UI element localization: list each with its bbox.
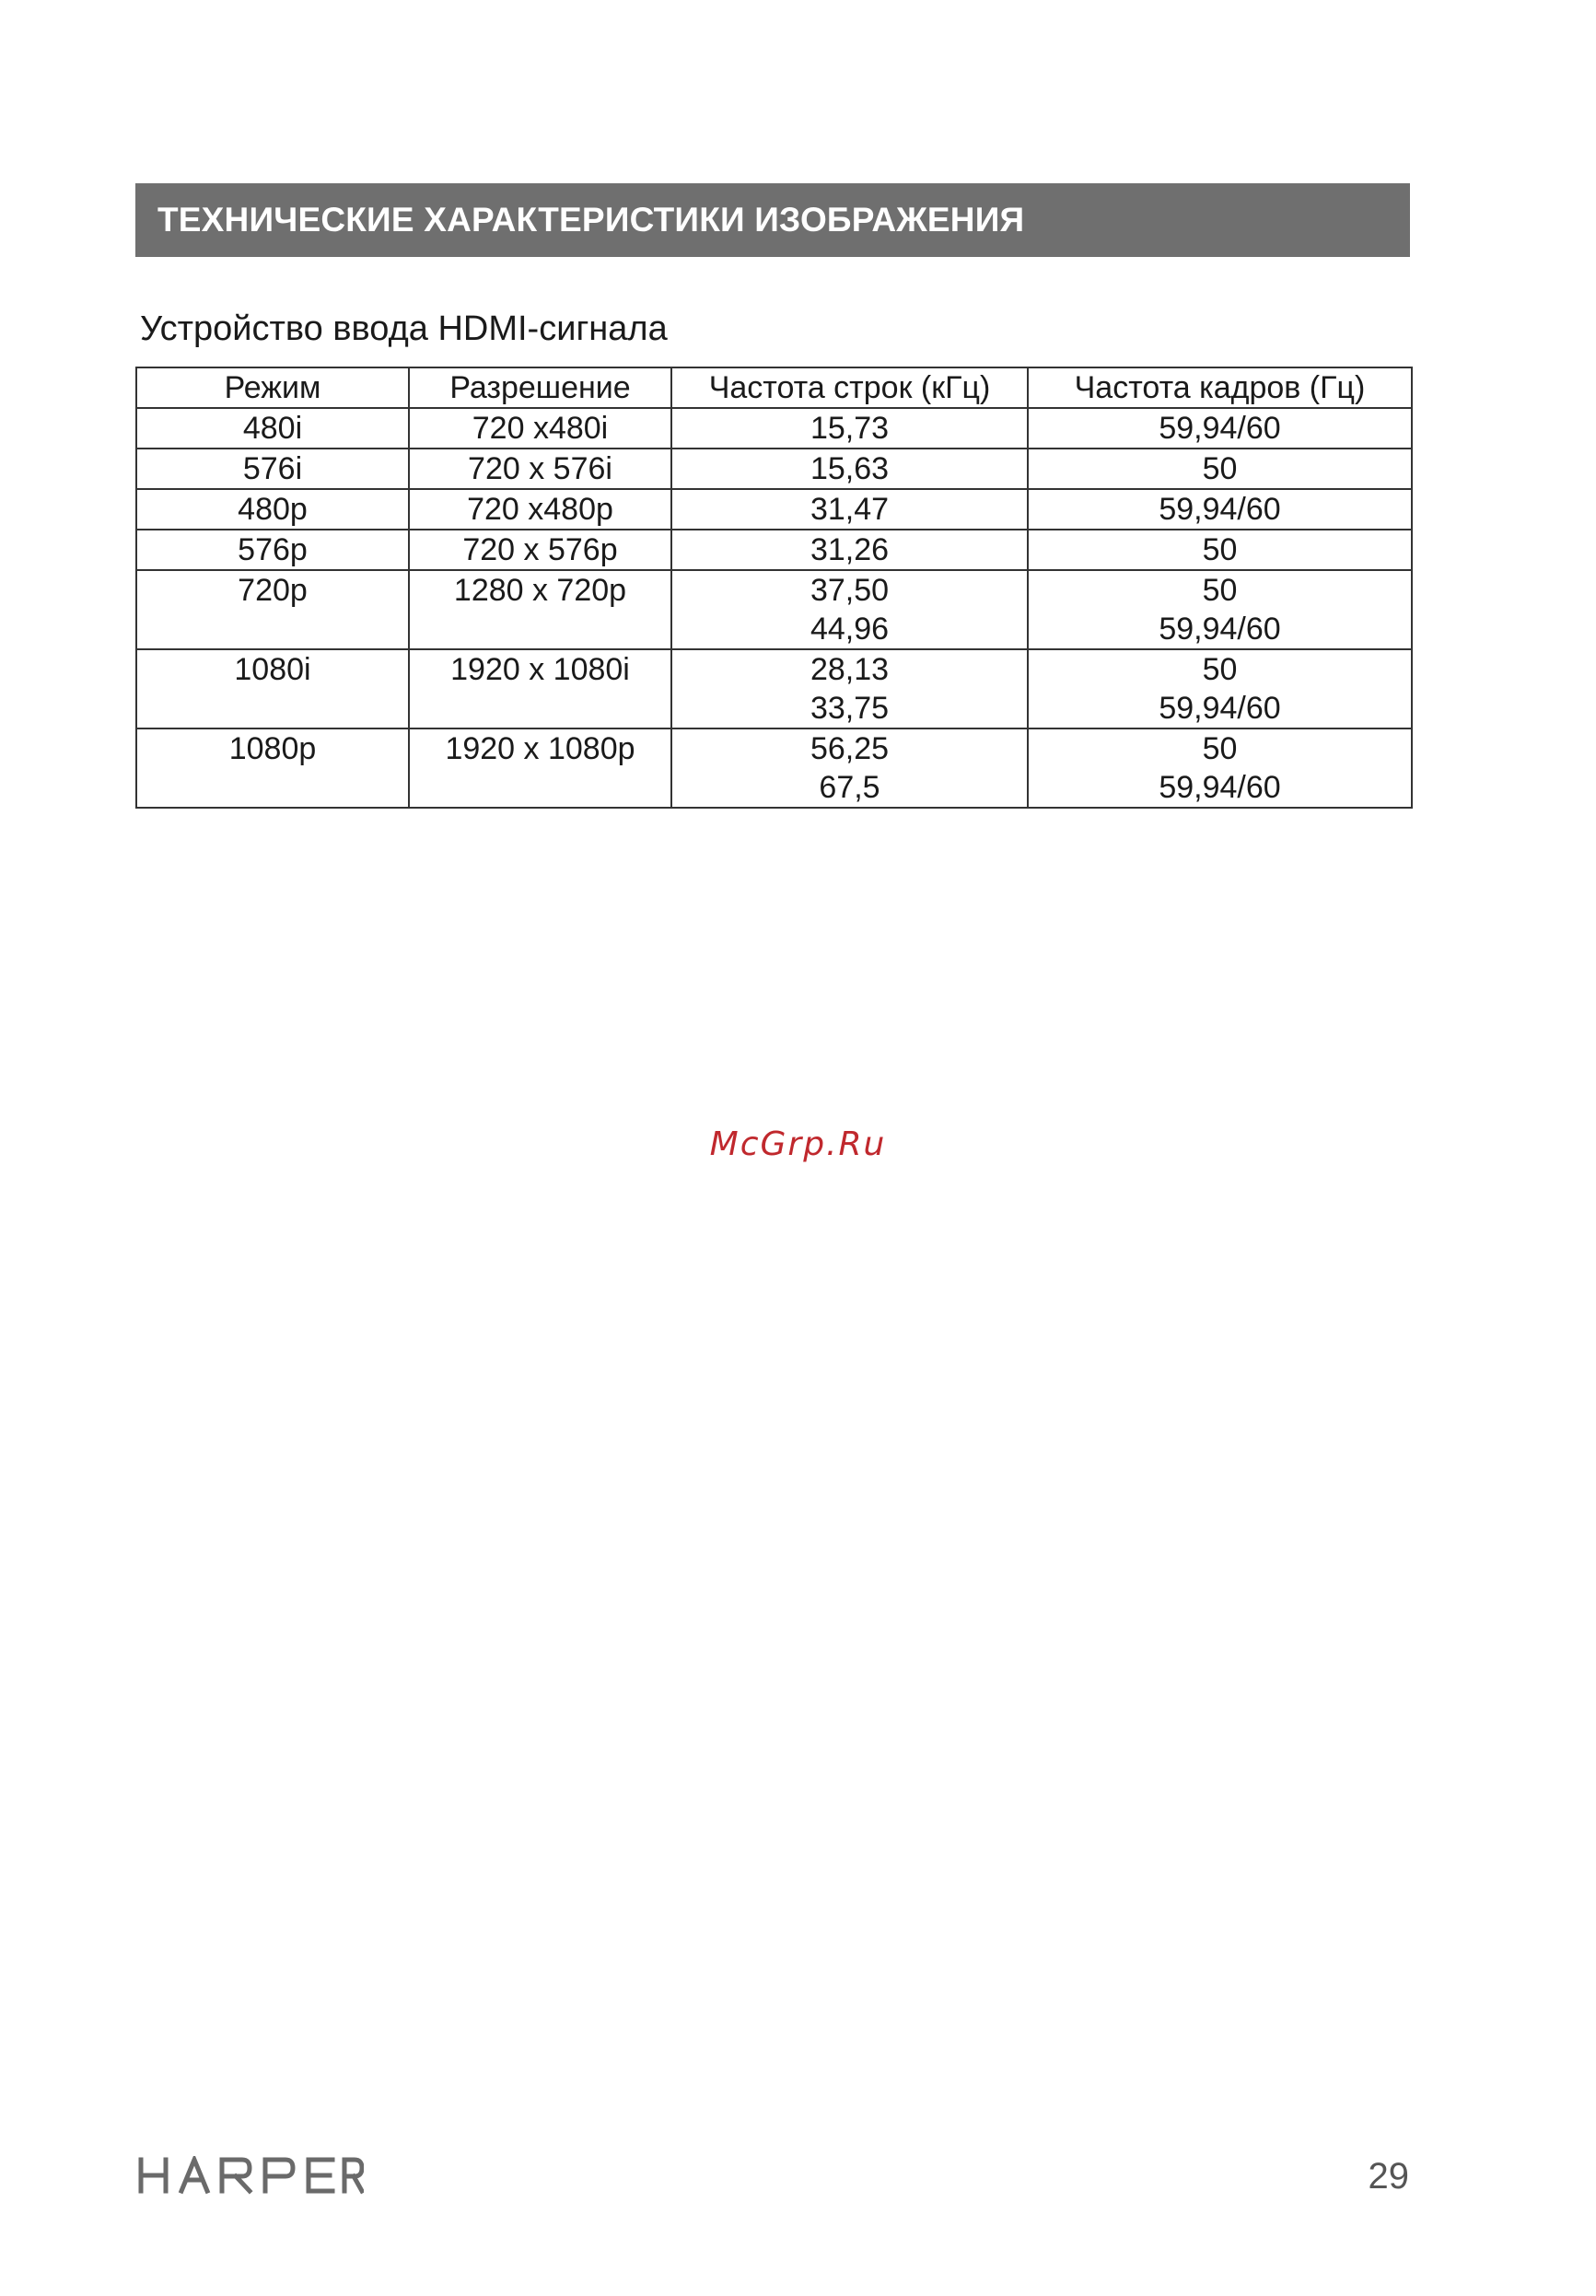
cell-resolution: 720 x 576p [409, 530, 671, 570]
harper-logo [138, 2156, 364, 2195]
frame-rate-value: 50 [1202, 451, 1238, 486]
cell-frame-rate [1028, 570, 1412, 649]
cell-resolution: 1280 x 720p [409, 570, 671, 649]
watermark-text: McGrp.Ru [709, 1125, 887, 1163]
cell-mode: 576i [136, 449, 409, 489]
column-header-line-frequency: Частота строк (кГц) [671, 367, 1028, 408]
table-row [136, 489, 1412, 530]
cell-resolution: 1920 x 1080p [409, 728, 671, 808]
page-number: 29 [1368, 2156, 1409, 2197]
table-row [136, 530, 1412, 570]
line-frequency-value: 31,47 [810, 492, 890, 527]
frame-rate-value: 50 [1202, 573, 1238, 608]
cell-line-frequency [671, 728, 1028, 808]
cell-line-frequency [671, 530, 1028, 570]
frame-rate-value: 50 [1202, 532, 1238, 567]
cell-resolution: 720 x 576i [409, 449, 671, 489]
line-frequency-value: 37,50 [810, 573, 890, 608]
line-frequency-value: 67,5 [819, 770, 880, 805]
column-header-mode: Режим [136, 367, 409, 408]
cell-resolution: 1920 x 1080i [409, 649, 671, 728]
cell-mode: 480p [136, 489, 409, 530]
cell-frame-rate [1028, 649, 1412, 728]
line-frequency-value: 44,96 [810, 612, 890, 647]
cell-line-frequency [671, 408, 1028, 449]
cell-frame-rate [1028, 449, 1412, 489]
cell-resolution: 720 x480p [409, 489, 671, 530]
frame-rate-value: 50 [1202, 731, 1238, 766]
line-frequency-value: 33,75 [810, 691, 890, 726]
cell-line-frequency [671, 649, 1028, 728]
cell-mode: 480i [136, 408, 409, 449]
cell-mode: 576p [136, 530, 409, 570]
cell-resolution: 720 x480i [409, 408, 671, 449]
frame-rate-value: 59,94/60 [1159, 492, 1281, 527]
frame-rate-value: 50 [1202, 652, 1238, 687]
table-row [136, 449, 1412, 489]
cell-frame-rate [1028, 408, 1412, 449]
section-title: ТЕХНИЧЕСКИЕ ХАРАКТЕРИСТИКИ ИЗОБРАЖЕНИЯ [157, 201, 1025, 239]
cell-frame-rate [1028, 530, 1412, 570]
line-frequency-value: 56,25 [810, 731, 890, 766]
table-caption: Устройство ввода HDMI-сигнала [140, 309, 668, 348]
frame-rate-value: 59,94/60 [1159, 612, 1281, 647]
table-row [136, 570, 1412, 649]
cell-line-frequency [671, 449, 1028, 489]
line-frequency-value: 15,73 [810, 411, 890, 446]
frame-rate-value: 59,94/60 [1159, 691, 1281, 726]
line-frequency-value: 15,63 [810, 451, 890, 486]
cell-frame-rate [1028, 489, 1412, 530]
cell-mode: 1080p [136, 728, 409, 808]
hdmi-spec-table [135, 367, 1413, 809]
table-row [136, 408, 1412, 449]
table-row [136, 728, 1412, 808]
line-frequency-value: 31,26 [810, 532, 890, 567]
cell-line-frequency [671, 489, 1028, 530]
column-header-resolution: Разрешение [409, 367, 671, 408]
line-frequency-value: 28,13 [810, 652, 890, 687]
column-header-frame-rate: Частота кадров (Гц) [1028, 367, 1412, 408]
table-header-row [136, 367, 1412, 408]
cell-mode: 1080i [136, 649, 409, 728]
cell-frame-rate [1028, 728, 1412, 808]
frame-rate-value: 59,94/60 [1159, 770, 1281, 805]
frame-rate-value: 59,94/60 [1159, 411, 1281, 446]
cell-mode: 720p [136, 570, 409, 649]
table-row [136, 649, 1412, 728]
cell-line-frequency [671, 570, 1028, 649]
section-header [135, 183, 1410, 257]
